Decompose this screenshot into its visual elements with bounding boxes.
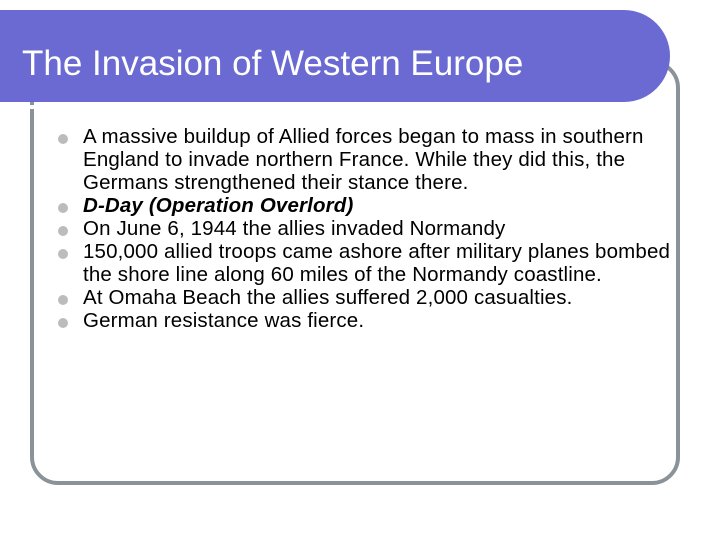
bullet-dot-icon xyxy=(58,226,68,236)
bullet-item xyxy=(58,217,678,240)
bullet-text: D-Day (Operation Overlord) xyxy=(83,194,354,217)
bullet-item xyxy=(58,240,678,286)
bullet-dot-icon xyxy=(58,249,68,259)
bullet-dot-icon xyxy=(58,134,68,144)
bullet-text: 150,000 allied troops came ashore after military planes bombed the shore line along 60 miles of the Normandy coastline. xyxy=(83,240,671,286)
bullet-item xyxy=(58,194,678,217)
bullet-list xyxy=(58,125,678,332)
slide-title: The Invasion of Western Europe xyxy=(22,44,524,83)
bullet-text: German resistance was fierce. xyxy=(83,309,365,332)
title-underline xyxy=(0,105,638,109)
bullet-text: A massive buildup of Allied forces began to mass in southern England to invade northern France. While they did this, the Germans strengthened their stance there. xyxy=(83,125,644,194)
bullet-item xyxy=(58,125,678,194)
bullet-dot-icon xyxy=(58,318,68,328)
bullet-text: On June 6, 1944 the allies invaded Normandy xyxy=(83,217,506,240)
bullet-item xyxy=(58,309,678,332)
bullet-dot-icon xyxy=(58,295,68,305)
bullet-dot-icon xyxy=(58,203,68,213)
title-banner xyxy=(0,10,670,102)
bullet-item xyxy=(58,286,678,309)
bullet-text: At Omaha Beach the allies suffered 2,000 casualties. xyxy=(83,286,573,309)
